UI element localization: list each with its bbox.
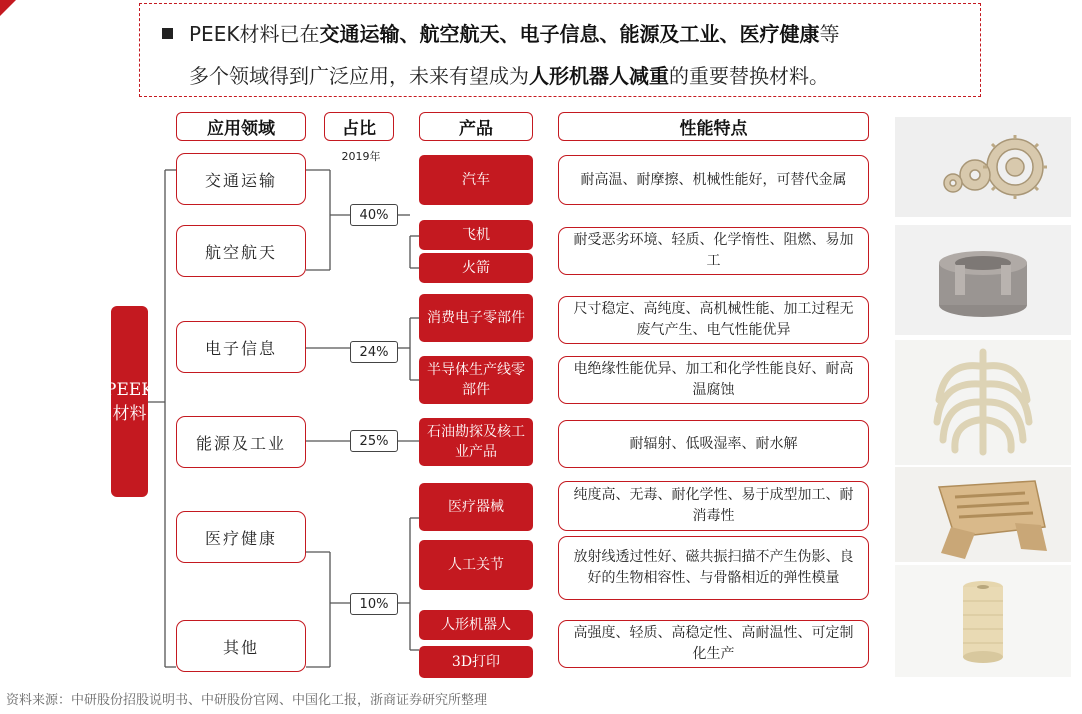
feature-text: 放射线透过性好、磁共振扫描不产生伪影、良好的生物相容性、与骨骼相近的弹性模量 — [558, 536, 869, 600]
feature-text: 耐高温、耐摩擦、机械性能好，可替代金属 — [558, 155, 869, 205]
year-note: 2019年 — [341, 150, 381, 163]
product-aircraft: 飞机 — [419, 220, 533, 250]
header-product: 产品 — [419, 112, 533, 141]
share-badge: 24% — [350, 341, 398, 363]
gears-icon — [895, 117, 1071, 217]
feature-text: 尺寸稳定、高纯度、高机械性能、加工过程无废气产生、电气性能优异 — [558, 296, 869, 344]
bearing-part-icon — [895, 225, 1071, 335]
product-rocket: 火箭 — [419, 253, 533, 283]
product-semiconductor-parts: 半导体生产线零部件 — [419, 356, 533, 404]
source-note: 资料来源：中研股份招股说明书、中研股份官网、中国化工报，浙商证券研究所整理 — [6, 693, 488, 708]
header-share: 占比 — [324, 112, 394, 141]
summary-seg: 等 — [819, 22, 840, 46]
header-feature: 性能特点 — [558, 112, 869, 141]
product-consumer-electronics: 消费电子零部件 — [419, 294, 533, 342]
field-transport: 交通运输 — [176, 153, 306, 205]
share-badge: 25% — [350, 430, 398, 452]
field-other: 其他 — [176, 620, 306, 672]
share-badge: 10% — [350, 593, 398, 615]
feature-text: 纯度高、无毒、耐化学性、易于成型加工、耐消毒性 — [558, 481, 869, 531]
summary-seg-bold: 交通运输、航空航天、电子信息、能源及工业、医疗健康 — [319, 22, 820, 46]
summary-seg: 的重要替换材料。 — [669, 64, 829, 88]
feature-text: 高强度、轻质、高稳定性、高耐温性、可定制化生产 — [558, 620, 869, 668]
summary-seg: PEEK材料已在 — [189, 22, 320, 46]
feature-text: 耐辐射、低吸湿率、耐水解 — [558, 420, 869, 468]
peek-root-label: PEEK材料 — [111, 306, 148, 497]
product-artificial-joint: 人工关节 — [419, 540, 533, 590]
summary-seg: 多个领域得到广泛应用，未来有望成为 — [189, 64, 529, 88]
summary-seg-bold: 人形机器人减重 — [529, 64, 669, 88]
header-field: 应用领域 — [176, 112, 306, 141]
robot-part-icon — [895, 467, 1071, 562]
ribcage-implant-icon — [895, 340, 1071, 465]
fiber-spool-icon — [895, 565, 1071, 677]
product-3d-printing: 3D打印 — [419, 646, 533, 678]
product-oil-nuclear: 石油勘探及核工业产品 — [419, 418, 533, 466]
product-car: 汽车 — [419, 155, 533, 205]
product-humanoid-robot: 人形机器人 — [419, 610, 533, 640]
field-medical: 医疗健康 — [176, 511, 306, 563]
field-energy: 能源及工业 — [176, 416, 306, 468]
feature-text: 电绝缘性能优异、加工和化学性能良好、耐高温腐蚀 — [558, 356, 869, 404]
field-electronics: 电子信息 — [176, 321, 306, 373]
product-medical-device: 医疗器械 — [419, 483, 533, 531]
field-aerospace: 航空航天 — [176, 225, 306, 277]
feature-text: 耐受恶劣环境、轻质、化学惰性、阻燃、易加工 — [558, 227, 869, 275]
share-badge: 40% — [350, 204, 398, 226]
